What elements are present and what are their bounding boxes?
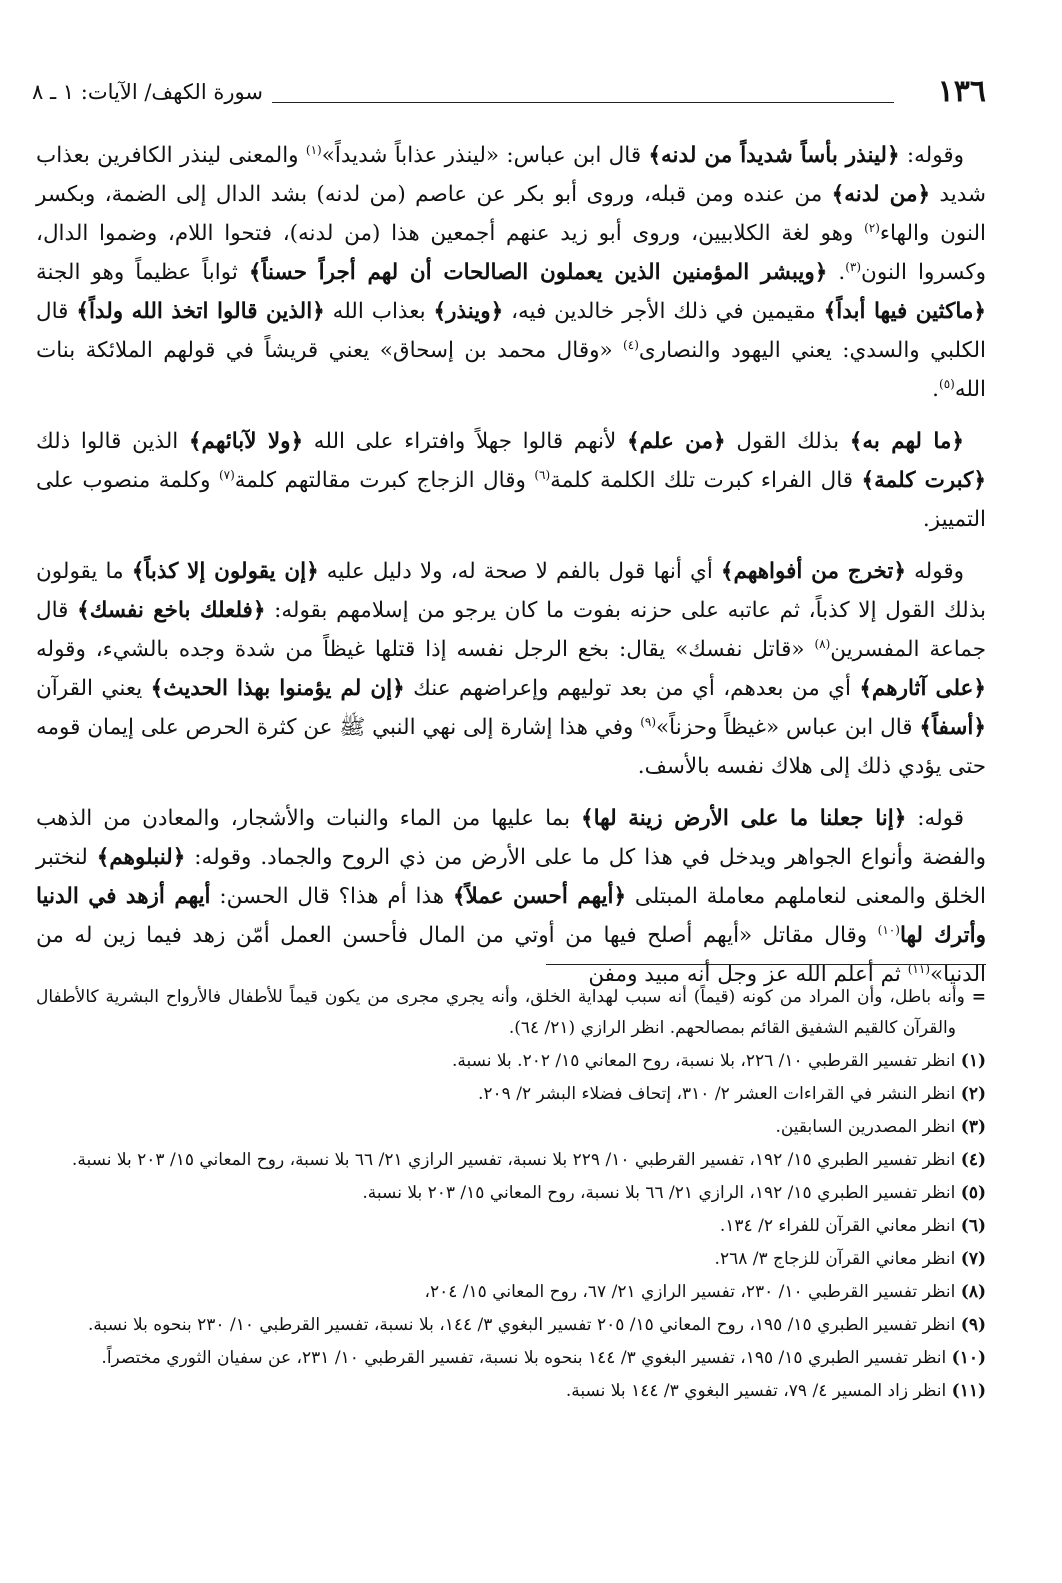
quran-quote: ﴿لينذر بأساً شديداً من لدنه﴾: [648, 143, 900, 168]
quran-quote: ﴿لنبلوهم﴾: [96, 845, 186, 870]
text-run: «وقال محمد بن إسحاق» يعني قريشاً في قولهم الملائكة بنات الله: [36, 338, 986, 402]
text-run: هذا أم هذا؟ قال الحسن:: [210, 884, 453, 909]
quran-quote: ﴿على آثارهم﴾: [859, 676, 986, 701]
footnote-text: انظر تفسير القرطبي ١٠/ ٢٣٠، تفسير الرازي ٢١/ ٦٧، روح المعاني ١٥/ ٢٠٤،: [424, 1282, 956, 1302]
text-run: قوله:: [906, 806, 965, 831]
footnote-ref: (٣): [845, 259, 862, 274]
quran-quote: ﴿أسفاً﴾: [919, 715, 986, 740]
footnote: [36, 1178, 986, 1209]
footnote-label: (١١): [951, 1381, 986, 1401]
footnote: [36, 1376, 986, 1407]
footnote: [36, 1343, 986, 1374]
text-run: الذين قالوا ذلك: [36, 429, 189, 454]
quran-quote: ﴿ولا لآبائهم﴾: [188, 429, 304, 454]
quran-quote: ﴿الذين قالوا اتخذ الله ولداً﴾: [76, 299, 325, 324]
footnote-text: انظر تفسير الطبري ١٥/ ١٩٢، تفسير القرطبي ١٠/ ٢٢٩ بلا نسبة، تفسير الرازي ٢١/ ٦٦ بلا نسبة، روح المعاني ١٥/ ٢٠٣ بلا نسبة.: [71, 1150, 956, 1170]
footnote-text: وأنه باطل، وأن المراد من كونه (قيماً) أنه سبب لهداية الخلق، وأنه يجري مجرى من يكون قيماً للأطفال فالأرواح البشرية كالأطفال والقرآن كالقيم الشفيق القائم بمصالحهم. انظر الرازي (٢١/ ٦٤).: [36, 987, 965, 1038]
page-header: [32, 74, 986, 114]
footnote-text: انظر تفسير الطبري ١٥/ ١٩٥، تفسير البغوي ٣/ ١٤٤ بنحوه بلا نسبة، تفسير القرطبي ١٠/ ٢٣١، عن سفيان الثوري مختصراً.: [101, 1348, 947, 1368]
paragraph: [36, 136, 986, 409]
quran-quote: ﴿من علم﴾: [626, 429, 726, 454]
text-run: قال الفراء كبرت تلك الكلمة كلمة: [550, 468, 862, 493]
quran-quote: ﴿أيهم أحسن عملاً﴾: [452, 884, 627, 909]
text-run: .: [932, 377, 939, 402]
quran-quote: ﴿كبرت كلمة﴾: [861, 468, 986, 493]
text-run: ثواباً عظيماً وهو الجنة: [36, 260, 249, 285]
footnote-text: انظر معاني القرآن للفراء ٢/ ١٣٤.: [719, 1216, 956, 1236]
text-run: .: [827, 260, 846, 285]
quran-quote: ﴿إنا جعلنا ما على الأرض زينة لها﴾: [581, 806, 907, 831]
paragraph: [36, 422, 986, 539]
quran-quote: ﴿من لدنه﴾: [831, 182, 931, 207]
footnote: [36, 1310, 986, 1341]
footnote-ref: (١١): [907, 961, 930, 976]
text-run: بذلك القول: [725, 429, 850, 454]
text-run: قال الكلبي والسدي: يعني اليهود والنصارى: [36, 299, 986, 363]
footnote-ref: (١): [305, 142, 322, 157]
footnote-rule: [546, 964, 986, 965]
quran-quote: ﴿ما لهم به﴾: [849, 429, 964, 454]
footnote-ref: (٢): [864, 220, 880, 235]
footnote-label: (٢): [960, 1084, 986, 1104]
text-run: وقوله:: [899, 143, 964, 168]
quran-quote: ﴿وينذر﴾: [433, 299, 504, 324]
footnote-ref: (٥): [939, 376, 955, 391]
text-run: «قاتل نفسك» يقال: بخع الرجل نفسه إذا قتلها غيظاً من شدة وجده بالشيء، وقوله: [36, 637, 815, 662]
footnote-ref: (٨): [814, 636, 831, 651]
footnote-text: انظر تفسير الطبري ١٥/ ١٩٥، روح المعاني ١٥/ ٢٠٥ تفسير البغوي ٣/ ١٤٤، بلا نسبة، تفسير القرطبي ١٠/ ٢٣٠ بنحوه بلا نسبة.: [88, 1315, 956, 1335]
text-run: قال ابن عباس: «لينذر عذاباً شديداً»: [321, 143, 649, 168]
quran-quote: ﴿إن يقولون إلا كذباً﴾: [131, 559, 319, 584]
footnote-ref: (٤): [623, 337, 639, 352]
footnote-label: (٣): [960, 1117, 986, 1137]
footnote-label: =: [971, 987, 987, 1007]
quran-quote: ﴿فلعلك باخع نفسك﴾: [77, 598, 266, 623]
text-run: وقال مقاتل «أيهم أصلح فيها من أوتي من المال فأحسن العمل أمّن زهد فيما زين له من الدنيا»: [36, 923, 986, 987]
footnote-text: انظر المصدرين السابقين.: [775, 1117, 956, 1137]
text-run: بما عليها من الماء والنبات والأشجار، والمعادن من الذهب والفضة وأنواع الجواهر ويدخل في هذا كل ما على الأرض من ذي الروح والجماد. وقوله:: [36, 806, 986, 870]
text-run: وقال الزجاج كبرت مقالتهم كلمة: [234, 468, 535, 493]
text-run: قال جماعة المفسرين: [36, 598, 986, 662]
text-run: وقوله: [906, 559, 964, 584]
footnote: [36, 982, 986, 1044]
header-rule: [272, 102, 894, 103]
text-run: من عنده ومن قبله، وروى أبو بكر عن عاصم (من لدنه) بشد الدال إلى الضمة، وبكسر النون والهاء: [36, 182, 986, 246]
text-run: لأنهم قالوا جهلاً وافتراء على الله: [303, 429, 627, 454]
paragraph: [36, 552, 986, 786]
text-run: بعذاب الله: [324, 299, 434, 324]
quran-quote: أيهم أزهد في الدنيا وأترك لها: [36, 884, 987, 948]
footnote-ref: (١٠): [877, 922, 900, 937]
text-run: قال ابن عباس «غيظاً وحزناً»: [656, 715, 920, 740]
page-number: ١٣٦: [937, 74, 986, 109]
quran-quote: ﴿ماكثين فيها أبداً﴾: [823, 299, 986, 324]
footnote-label: (١): [960, 1051, 986, 1071]
footnote-label: (٧): [960, 1249, 986, 1269]
running-title: سورة الكهف/ الآيات: ١ ـ ٨: [32, 80, 263, 104]
text-run: وكلمة منصوب على التمييز.: [36, 468, 986, 532]
footnote: [36, 1244, 986, 1275]
footnote: [36, 1145, 986, 1176]
footnote-text: انظر النشر في القراءات العشر ٢/ ٣١٠، إتحاف فضلاء البشر ٢/ ٢٠٩.: [478, 1084, 956, 1104]
footnote-ref: (٦): [534, 467, 551, 482]
footnote: [36, 1079, 986, 1110]
footnote: [36, 1277, 986, 1308]
quran-quote: ﴿إن لم يؤمنوا بهذا الحديث﴾: [150, 676, 405, 701]
footnote-label: (٤): [960, 1150, 986, 1170]
footnote-ref: (٩): [640, 714, 657, 729]
text-run: أي أنها قول بالفم لا صحة له، ولا دليل عليه: [318, 559, 721, 584]
text-run: أي من بعدهم، أي من بعد توليهم وإعراضهم عنك: [404, 676, 860, 701]
footnote-text: انظر تفسير الطبري ١٥/ ١٩٢، الرازي ٢١/ ٦٦ بلا نسبة، روح المعاني ١٥/ ٢٠٣ بلا نسبة.: [362, 1183, 956, 1203]
text-run: ما يقولون بذلك القول إلا كذباً، ثم عاتبه على حزنه بفوت ما كان يرجو من إسلامهم بقوله:: [36, 559, 986, 623]
text-run: والمعنى لينذر الكافرين بعذاب شديد: [36, 143, 986, 207]
footnote: [36, 1211, 986, 1242]
main-text: [36, 136, 986, 1007]
footnote: [36, 1112, 986, 1143]
text-run: لنختبر الخلق والمعنى لنعاملهم معاملة المبتلى: [36, 845, 986, 909]
text-run: مقيمين في ذلك الأجر خالدين فيه،: [503, 299, 824, 324]
quran-quote: ﴿ويبشر المؤمنين الذين يعملون الصالحات أن لهم أجراً حسناً﴾: [248, 260, 828, 285]
text-run: وهو لغة الكلابيين، وروى أبو زيد عنهم أجمعين هذا (من لدنه)، فتحوا اللام، وضموا الدال، وكسروا النون: [36, 221, 986, 285]
footnote-label: (٦): [960, 1216, 986, 1236]
footnote-label: (٩): [960, 1315, 986, 1335]
footnote-ref: (٧): [218, 467, 235, 482]
footnote-label: (٥): [960, 1183, 986, 1203]
footnote-text: انظر معاني القرآن للزجاج ٣/ ٢٦٨.: [714, 1249, 956, 1269]
footnote-text: انظر تفسير القرطبي ١٠/ ٢٢٦، بلا نسبة، روح المعاني ١٥/ ٢٠٢. بلا نسبة.: [451, 1051, 956, 1071]
text-run: ثم أعلم الله عز وجل أنه مبيد ومفن: [588, 962, 908, 987]
footnote-text: انظر زاد المسير ٤/ ٧٩، تفسير البغوي ٣/ ١٤٤ بلا نسبة.: [565, 1381, 947, 1401]
footnotes: [36, 982, 986, 1409]
quran-quote: ﴿تخرج من أفواههم﴾: [720, 559, 907, 584]
footnote-label: (٨): [960, 1282, 986, 1302]
text-run: وفي هذا إشارة إلى نهي النبي ﷺ عن كثرة الحرص على إيمان قومه حتى يؤدي ذلك إلى هلاك نفسه بالأسف.: [36, 715, 986, 779]
footnote: [36, 1046, 986, 1077]
text-run: يعني القرآن: [36, 676, 151, 701]
footnote-label: (١٠): [951, 1348, 986, 1368]
